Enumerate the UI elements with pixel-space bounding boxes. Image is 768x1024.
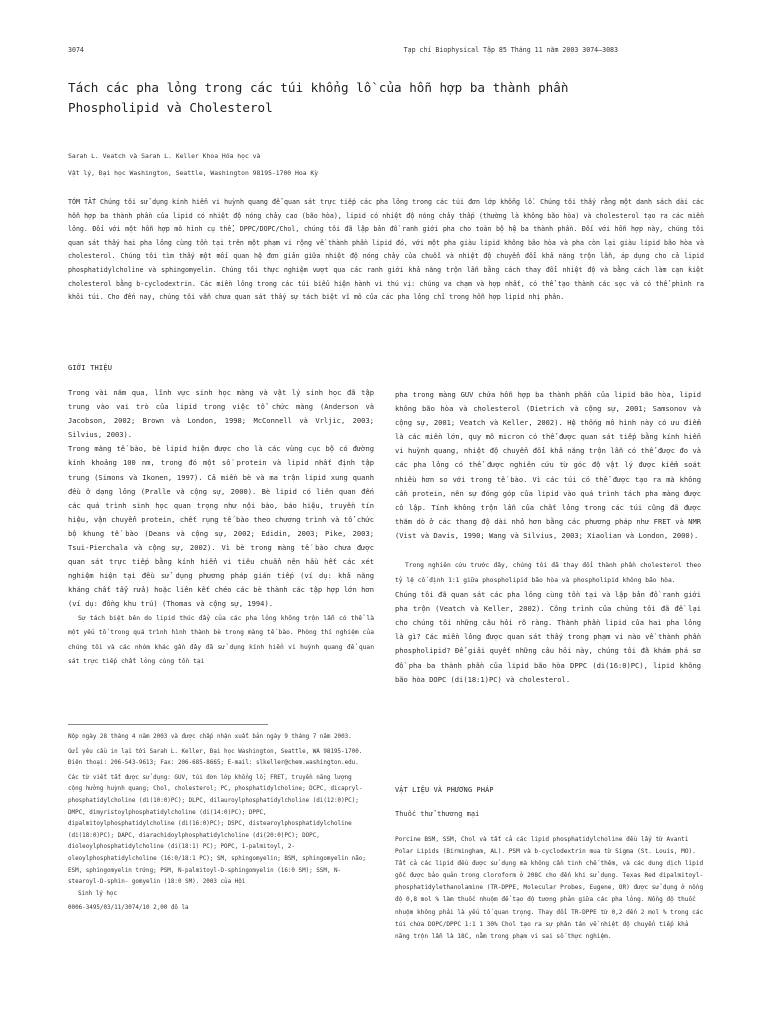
footnote-divider <box>68 724 268 725</box>
authors-block <box>68 148 588 181</box>
page-number: 3074 <box>68 46 84 54</box>
left-column <box>68 386 374 670</box>
society-note: Sinh lý học <box>78 890 118 897</box>
intro-paragraph-2: Trong màng tế bào, bè lipid hiện được cho là các vùng cục bộ có đường kính khoảng 100 nm, trong đó một số protein và lipid nhất định tập trung (Simons và Ikonen, 1997). Cả miền bè và ma trận lipid xung quanh đều ở dạng lỏng (Pralle và cộng sự, 2000). Bè lipid có liên quan đến các quá trình sinh học quan trọng như nội bào, báo hiệu, truyền tín hiệu, vận chuyển protein, chết rụng tế bào theo chương trình và tổ chức bộ khung tế bào (Deans và cộng sự, 2002; Edidin, 2003; Pike, 2003; Tsui-Pierchala và cộng sự, 2002). Vì bè trong màng tế bào chưa được quan sát trực tiếp bằng kính hiển vi tiêu chuẩn nên hầu hết các xét nghiệm hiện tại đều sử dụng phương pháp gián tiếp (ví dụ: khả năng kháng chất tẩy rửa) hoặc liên kết chéo các bè thành các tập hợp lớn hơn (ví dụ: đồng khu trú) (Thomas và cộng sự, 1994). <box>68 444 374 609</box>
received-note: Nộp ngày 28 tháng 4 năm 2003 và được chấp nhận xuất bản ngày 9 tháng 7 năm 2003. <box>68 734 352 740</box>
intro-paragraph-3: Sự tách biệt bên do lipid thúc đẩy của các pha lỏng không trộn lẫn có thể là một yếu tố trong quá trình hình thành bè trong màng tế bào. Phòng thí nghiệm của chúng tôi và các nhóm khác gần đây đã sử dụng kính hiển vi huỳnh quang để quan sát trực tiếp chất lỏng cùng tồn tại <box>68 614 374 665</box>
right-column <box>395 388 701 687</box>
intro-paragraph-6: Chúng tôi đã quan sát các pha lỏng cùng tồn tại và lập bản đồ ranh giới pha trộn (Veatch và Keller, 2002). Công trình của chúng tôi đã đề lại cho chúng tôi những câu hỏi rõ ràng. Thành phần lipid của hai pha lỏng là gì? Các miền lỏng được quan sát thấy trong phạm vi nào về thành phần phospholipid? Để giải quyết những câu hỏi này, chúng tôi đã khám phá sơ đồ pha ba thành phần của lipid bão hòa DPPC (di(16:0)PC), lipid không bão hòa DOPC (di(18:1)PC) và cholesterol. <box>395 590 701 684</box>
abstract: TÓM TẮT Chúng tôi sử dụng kính hiển vi huỳnh quang để quan sát trực tiếp các pha lỏng trong các túi đơn lớp khổng lồ. Chúng tôi thấy rằng một danh sách dài các hỗn hợp ba thành phần của lipid có nhiệt độ nóng chảy cao (bão hòa), lipid có nhiệt độ nóng chảy thấp (thường là không bão hòa) và cholesterol tạo ra các miền lỏng. Đối với một hỗn hợp mô hình cụ thể, DPPC/DOPC/Chol, chúng tôi đã lập bản đồ ranh giới pha cho toàn bộ hệ ba thành phần. Đối với hỗn hợp này, chúng tôi quan sát thấy hai pha lỏng cùng tồn tại trên một phạm vi rộng về thành phần lipid đó, với một pha giàu lipid không bão hòa và pha còn lại giàu lipid bão hòa và cholesterol. Chúng tôi tìm thấy một mối quan hệ đơn giản giữa nhiệt độ nóng chảy của chuỗi và nhiệt độ chuyển đổi khả năng trộn lẫn, áp dụng cho cả lipid phosphatidylcholine và sphingomyelin. Chúng tôi thực nghiệm vượt qua các ranh giới khả năng trộn lẫn bằng cách thay đổi nhiệt độ và bằng cách làm cạn kiệt cholesterol bằng b-cyclodextrin. Các miền lỏng trong các túi biểu hiện hành vi thú vị: chúng va chạm và hợp nhất, có thể tạo thành các sọc và có thể phình ra khỏi túi. Cho đến nay, chúng tôi vẫn chưa quan sát thấy sự tách biệt vĩ mô của các pha lỏng chỉ trong hỗn hợp lipid nhị phân. <box>68 198 704 302</box>
subsection-heading-reagents: Thuốc thử thương mại <box>395 810 480 818</box>
authors-line: Sarah L. Veatch và Sarah L. Keller Khoa Hóa học và <box>68 152 261 160</box>
journal-header: Tạp chí Biophysical Tập 85 Tháng 11 năm 2003 3074–3083 <box>403 46 618 54</box>
section-heading-introduction: GIỚI THIỆU <box>68 364 113 372</box>
issn-note: 0006-3495/03/11/3074/10 2,00 đô la <box>68 905 189 912</box>
paper-title: Tách các pha lỏng trong các túi khổng lồ của hỗn hợp ba thành phần Phospholipid và Cholesterol <box>68 80 569 115</box>
intro-paragraph-5: Trong nghiên cứu trước đây, chúng tôi đã thay đổi thành phần cholesterol theo tỷ lệ cố định 1:1 giữa phospholipid bão hòa và phospholipid không bão hòa. <box>395 562 701 584</box>
correspondence-note: Gửi yêu cầu in lại tới Sarah L. Keller, Đại học Washington, Seattle, WA 98195-1700. Điện thoại: 206-543-9613; Fax: 206-685-8665; E-mail: slkeller@chem.washington.edu. <box>68 748 363 767</box>
footnotes <box>68 732 368 915</box>
intro-paragraph-1: Trong vài năm qua, lĩnh vực sinh học màng và vật lý sinh học đã tập trung vào vai trò của lipid trong việc tổ chức màng (Anderson và Jacobson, 2002; Brown và London, 1998; McConnell và Vrljic, 2003; Silvius, 2003). <box>68 388 374 440</box>
methods-paragraph: Porcine BSM, SSM, Chol và tất cả các lipid phosphatidylcholine đều lấy từ Avanti Polar Lipids (Birmingham, AL). PSM và b-cyclodextrin mua từ Sigma (St. Louis, MO). Tất cả các lipid đều được sử dụng mà không cần tinh chế thêm, và các dung dịch lipid gốc được bảo quản trong cloroform ở 208C cho đến khi sử dụng. Texas Red dipalmitoyl-phosphatidylethanolamine (TR-DPPE, Molecular Probes, Eugene, OR) được sử dụng ở nồng độ 0,8 mol % làm thuốc nhuộm để tạo độ tương phản giữa các pha lỏng. Nồng độ thuốc nhuộm không phải là yếu tố quan trọng. Thay đổi TR-DPPE từ 0,2 đến 2 mol % trong các túi chứa DOPC/DPPC 1:1 1 30% Chol tạo ra sự phân tán về nhiệt độ chuyển tiếp khả năng trộn lẫn là 18C, nằm trong phạm vi sai số thực nghiệm. <box>395 836 704 940</box>
section-heading-methods: VẬT LIỆU VÀ PHƯƠNG PHÁP <box>395 786 494 794</box>
intro-paragraph-4: pha trong màng GUV chứa hỗn hợp ba thành phần của lipid bão hòa, lipid không bão hòa và cholesterol (Dietrich và cộng sự, 2001; Samsonov và cộng sự, 2001; Veatch và Keller, 2002). Hệ thống mô hình này có ưu điểm là các miền lớn, quy mô micron có thể được quan sát tiếp bằng kính hiển vi huỳnh quang, nhiệt độ chuyển đổi khả năng trộn lẫn có thể được đo và các pha lỏng có thể được nghiên cứu từ góc độ vật lý được kiểm soát nhiều hơn so với trong tế bào. Vì các túi có thể được tạo ra mà không cần protein, nên sự đóng góp của lipid vào quá trình tách pha màng được cô lập. Tính không trộn lẫn của chất lỏng trong các túi cũng đã được thăm dò ở các thang độ dài nhỏ hơn bằng các phương pháp như FRET và NMR (Vist và Davis, 1990; Wang và Silvius, 2003; Xiaolian và London, 2000). <box>395 390 701 540</box>
affiliation-line: Vật lý, Đại học Washington, Seattle, Washington 98195-1700 Hoa Kỳ <box>68 168 319 177</box>
abbreviations-note: Các từ viết tắt được sử dụng: GUV, túi đơn lớp khổng lồ; FRET, truyền năng lượng cộng hưởng huỳnh quang; Chol, cholesterol; PC, phosphatidylcholine; DCPC, dicaprylphosphatidylcholine (di(10:0)PC); DLPC, dilauroylphosphatidylcholine (di(12:0)PC); DMPC, dimyristoylphosphatidylcholine (di(14:0)PC); DPPC, dipalmitoylphosphatidylcholine (di(16:0)PC); DSPC, distearoylphosphatidylcholine (di(18:0)PC); DAPC, diarachidoylphosphatidylcholine (di(20:0)PC); DOPC, dioleoylphosphatidylcholine (di(18:1) PC); POPC, 1-palmitoyl, 2-oleoylphosphatidylcholine (16:0/18:1 PC); SM, sphingomyelin; BSM, sphingomyelin não; ESM, sphingomyelin trứng; PSM, N-palmitoyl-D-sphingomyelin (16:0 SM); SSM, N-stearoyl-D-sphin- gomyelin (18:0 SM). 2003 của Hội <box>68 774 366 886</box>
